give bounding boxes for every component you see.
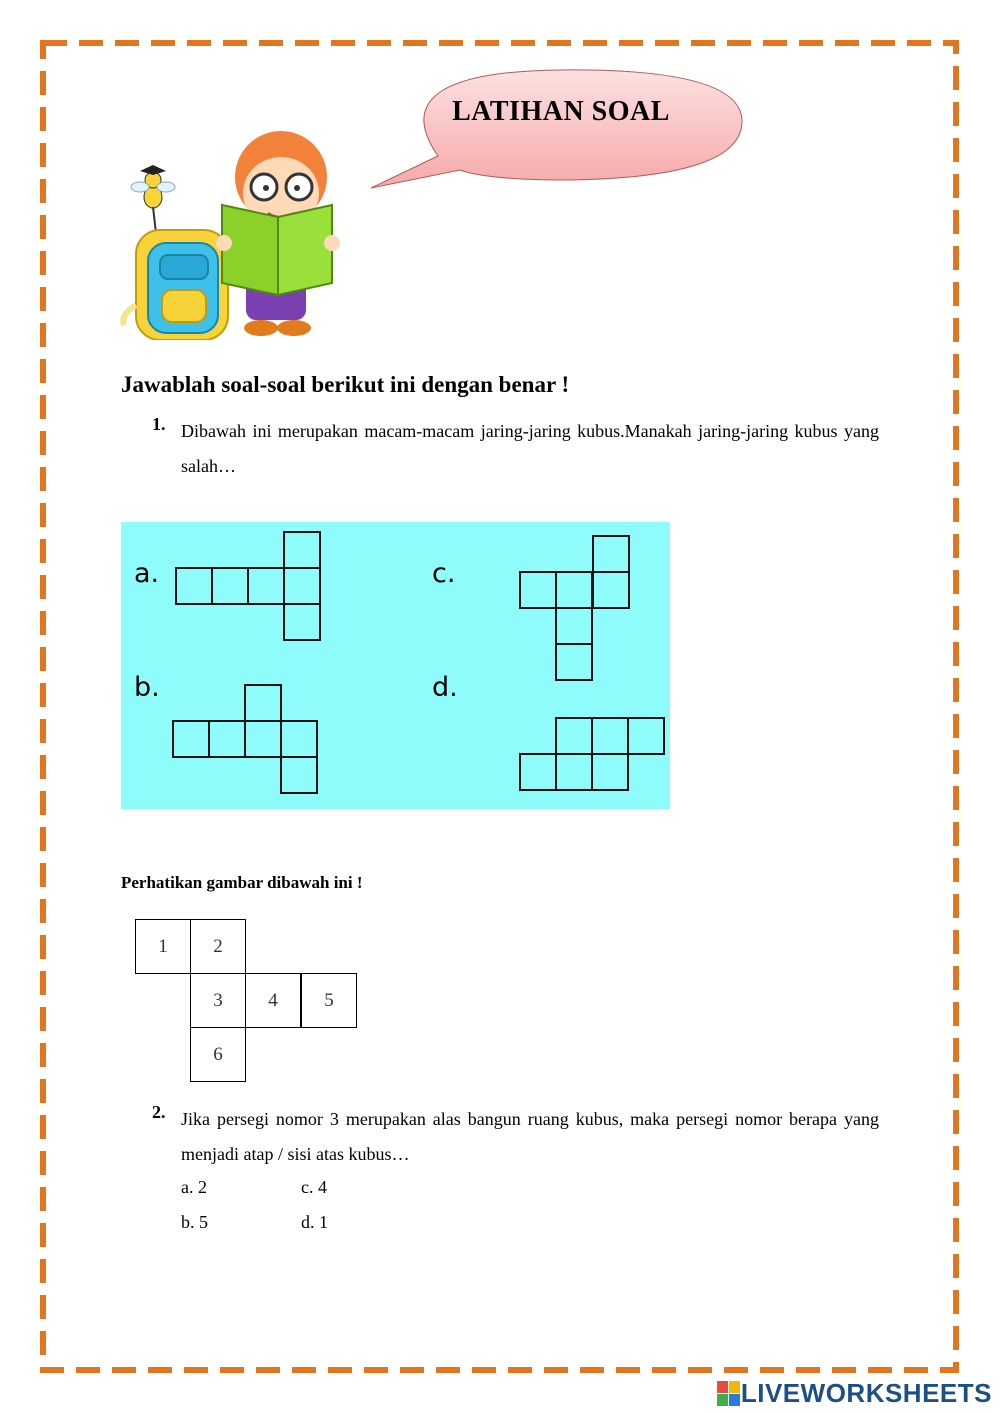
- question-1-number: 1.: [152, 414, 166, 434]
- option-c[interactable]: c. 4: [301, 1177, 327, 1197]
- net-d-label: d.: [432, 672, 458, 703]
- liveworksheets-logo-icon: [717, 1381, 741, 1407]
- option-d[interactable]: d. 1: [301, 1212, 328, 1232]
- net-cell-4: 4: [245, 973, 301, 1028]
- net-a-label: a.: [134, 558, 160, 589]
- bubble-title: LATIHAN SOAL: [452, 96, 670, 127]
- instruction-heading: Jawablah soal-soal berikut ini dengan benar !: [121, 372, 570, 397]
- net-cell-6: 6: [190, 1027, 246, 1082]
- net-cell-2: 2: [190, 919, 246, 974]
- question-2-text: Jika persegi nomor 3 merupakan alas bangun ruang kubus, maka persegi nomor berapa yang menjadi atap / sisi atas kubus…: [181, 1109, 879, 1164]
- liveworksheets-watermark: [717, 1378, 992, 1409]
- observe-note: Perhatikan gambar dibawah ini !: [121, 873, 363, 892]
- question-2-number: 2.: [152, 1102, 166, 1122]
- option-b[interactable]: b. 5: [181, 1212, 208, 1232]
- child-reading-book-icon: [118, 125, 348, 340]
- net-cell-3: 3: [190, 973, 246, 1028]
- net-cell-1: 1: [135, 919, 191, 974]
- option-a[interactable]: a. 2: [181, 1177, 207, 1197]
- net-c-label: c.: [432, 558, 456, 589]
- net-cell-5: 5: [301, 973, 357, 1028]
- numbered-cube-net: [135, 919, 360, 1084]
- speech-bubble: [368, 68, 748, 193]
- net-b-label: b.: [134, 672, 160, 703]
- watermark-text: LIVEWORKSHEETS: [740, 1378, 992, 1408]
- cube-nets-panel: [121, 522, 670, 809]
- question-1-text: Dibawah ini merupakan macam-macam jaring-jaring kubus.Manakah jaring-jaring kubus yang salah…: [181, 421, 879, 476]
